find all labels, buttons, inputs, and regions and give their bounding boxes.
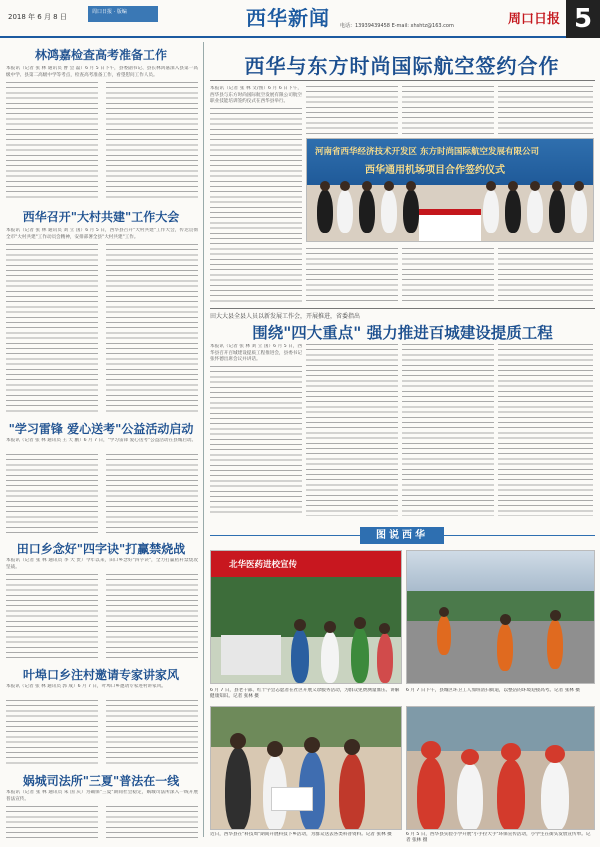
article-body bbox=[106, 244, 198, 414]
article-headline: "学习雷锋 爱心送考"公益活动启动 bbox=[8, 422, 194, 436]
article-body bbox=[106, 454, 198, 534]
person bbox=[527, 189, 543, 233]
person bbox=[230, 733, 246, 749]
person bbox=[508, 181, 518, 191]
article-lead: 本报讯（记者 张 林 通讯员 王 天 鹏）6 月 7 日，"学习雷锋 爱心送考"公益活动在县城启动。 bbox=[6, 438, 197, 443]
person bbox=[505, 189, 521, 233]
article-body bbox=[402, 248, 494, 304]
banner-text: 北华医药进校宣传 bbox=[229, 560, 298, 570]
photo-caption: 6 月 7 日，县老干部、红十字会志愿者在社区开展义诊服务活动，为群众免费测量血压、讲解健康知识。记者 张林 摄 bbox=[210, 688, 400, 700]
article-lead: 本报讯（记者 张 林 通讯员 刘 立 国）6 月 5 日，西华县召开"大村共建"工作大会，传达贯彻全市"大村共建"工作动员会精神，安排部署全县"大村共建"工作。 bbox=[6, 228, 198, 240]
trees bbox=[211, 577, 402, 637]
person bbox=[461, 749, 479, 765]
banner-text: 河南省西华经济技术开发区 东方时尚国际航空发展有限公司 bbox=[315, 147, 539, 157]
masthead-logo: 周口日报 bbox=[508, 12, 561, 27]
photo-section-title: 图说西华 bbox=[360, 527, 444, 544]
table bbox=[221, 635, 281, 675]
article-lead: 本报讯（记者 张 林 通讯员 李 大 贵）今年以来，田口乡念好"四字诀"，全力打赢秸秆禁烧攻坚战。 bbox=[6, 558, 198, 570]
editor-box: 周口日报 · 版编 bbox=[88, 6, 158, 22]
article-body bbox=[6, 82, 98, 200]
lead-headline: 西华与东方时尚国际航空签约合作 bbox=[244, 54, 560, 78]
person bbox=[362, 181, 372, 191]
story-lead: 本报讯（记者 张 林 刘 立 国）6 月 5 日，西华县召开百城建设提质工程推进会，县委书记张怀德出席会议并讲话。 bbox=[210, 344, 302, 363]
person bbox=[321, 631, 339, 683]
section-title: 西华新闻 bbox=[246, 6, 330, 30]
person bbox=[439, 607, 449, 617]
person bbox=[304, 737, 320, 753]
photo-street-cleaning bbox=[406, 550, 595, 684]
person bbox=[379, 623, 390, 634]
person bbox=[497, 623, 513, 671]
person bbox=[320, 181, 330, 191]
story-headline: 围绕"四大重点" 强力推进百城建设提质工程 bbox=[252, 323, 553, 342]
person bbox=[574, 181, 584, 191]
person bbox=[501, 743, 521, 761]
person bbox=[359, 189, 375, 233]
article-lead: 本报讯（记者 张 林 通讯员 曹 会 磊）6 月 5 日下午，县委副书记、县长林鸿嘉深入县第一高级中学、县第二高级中学等考点，检查高考准备工作，看望慰问工作人员。 bbox=[6, 66, 198, 78]
photo-free-clinic bbox=[210, 550, 402, 684]
lead-paragraph: 本报讯（记者 张 林 文/图）6 月 6 日下午，西华县与东方时尚国际航空发展有限公司航空职业技能培训签约仪式在西华县举行。 bbox=[210, 86, 302, 105]
article-body bbox=[6, 806, 98, 840]
story-kicker: 田大大县全县人员以新发展工作会，开展推进，省委指出 bbox=[210, 313, 361, 320]
header-rule bbox=[0, 36, 566, 38]
article-body bbox=[498, 86, 593, 134]
person bbox=[351, 627, 369, 683]
column-divider bbox=[203, 42, 204, 837]
person bbox=[549, 189, 565, 233]
person bbox=[337, 189, 353, 233]
signing-ceremony-photo bbox=[306, 138, 594, 242]
article-lead: 本报讯（记者 张 林 通讯员 郭 成）6 月 7 日，叶埠口乡邀请专家进村讲家风。 bbox=[6, 684, 166, 689]
person bbox=[497, 759, 525, 830]
lead-rule bbox=[210, 80, 595, 81]
signing-table bbox=[419, 209, 481, 242]
person bbox=[317, 189, 333, 233]
person bbox=[381, 189, 397, 233]
person bbox=[339, 753, 365, 830]
person bbox=[406, 181, 416, 191]
article-body bbox=[306, 248, 398, 304]
person bbox=[291, 629, 309, 683]
issue-date: 2018 年 6 月 8 日 bbox=[8, 13, 67, 21]
article-headline: 西华召开"大村共建"工作大会 bbox=[22, 210, 180, 224]
leaflet bbox=[271, 787, 313, 811]
person bbox=[530, 181, 540, 191]
article-headline: 叶埠口乡注村邀请专家讲家风 bbox=[22, 668, 179, 682]
person bbox=[552, 181, 562, 191]
banner-text: 西华通用机场项目合作签约仪式 bbox=[365, 165, 505, 176]
contact-info: 电话：13939439458 E-mail: xhshtz@163.com bbox=[340, 23, 454, 29]
person bbox=[354, 617, 366, 629]
photo-caption: 近日，西华县在"科技周"期间开展科技下乡活动，为群众送去各类科普资料。记者 张林 摄 bbox=[210, 832, 392, 837]
article-headline: 林鸿嘉检查高考准备工作 bbox=[34, 48, 167, 62]
person bbox=[547, 619, 563, 669]
article-body bbox=[6, 454, 98, 534]
person bbox=[571, 189, 587, 233]
person bbox=[437, 615, 451, 655]
article-body bbox=[6, 244, 98, 414]
photo-science-outreach bbox=[210, 706, 402, 830]
person bbox=[384, 181, 394, 191]
person bbox=[417, 757, 445, 830]
person bbox=[403, 189, 419, 233]
article-body bbox=[210, 108, 302, 304]
article-body bbox=[106, 574, 198, 660]
photo-student-campaign bbox=[406, 706, 595, 830]
person bbox=[545, 745, 565, 763]
article-body bbox=[6, 574, 98, 660]
person bbox=[294, 619, 306, 631]
person bbox=[483, 189, 499, 233]
photo-caption: 6 月 7 日下午，县城区环卫工人加班清扫街道，以整洁的环境迎接高考。记者 张林 摄 bbox=[406, 688, 580, 693]
article-body bbox=[106, 700, 198, 764]
article-body bbox=[402, 86, 494, 134]
person bbox=[267, 741, 283, 757]
person bbox=[550, 610, 561, 621]
article-headline: 娲城司法所"三夏"普法在一线 bbox=[22, 774, 180, 788]
person bbox=[486, 181, 496, 191]
person bbox=[541, 761, 569, 830]
person bbox=[324, 621, 336, 633]
article-body bbox=[6, 700, 98, 764]
article-body bbox=[306, 86, 398, 134]
person bbox=[421, 741, 441, 759]
page-number: 5 bbox=[566, 0, 600, 38]
person bbox=[457, 763, 483, 830]
person bbox=[344, 739, 360, 755]
story-separator bbox=[210, 308, 595, 309]
article-body bbox=[306, 344, 398, 516]
article-body bbox=[106, 806, 198, 840]
person bbox=[340, 181, 350, 191]
article-body bbox=[106, 82, 198, 200]
person bbox=[225, 747, 251, 830]
article-lead: 本报讯（记者 张 林 通讯员 朱 国 庆）为确保"三夏"期间社会稳定，娲城司法所深入一线开展普法宣传。 bbox=[6, 790, 198, 802]
page-header bbox=[0, 0, 600, 34]
article-body bbox=[498, 248, 593, 304]
photo-caption: 6 月 5 日，西华县实验小学开展"小手拉大手"环保宣传活动，小学生在街头发放宣传单。记者 张林 摄 bbox=[406, 832, 591, 844]
article-headline: 田口乡念好"四字诀"打赢禁烧战 bbox=[16, 542, 186, 556]
person bbox=[500, 614, 511, 625]
article-body bbox=[402, 344, 494, 516]
article-body bbox=[210, 366, 302, 516]
person bbox=[377, 633, 393, 683]
article-body bbox=[498, 344, 593, 516]
